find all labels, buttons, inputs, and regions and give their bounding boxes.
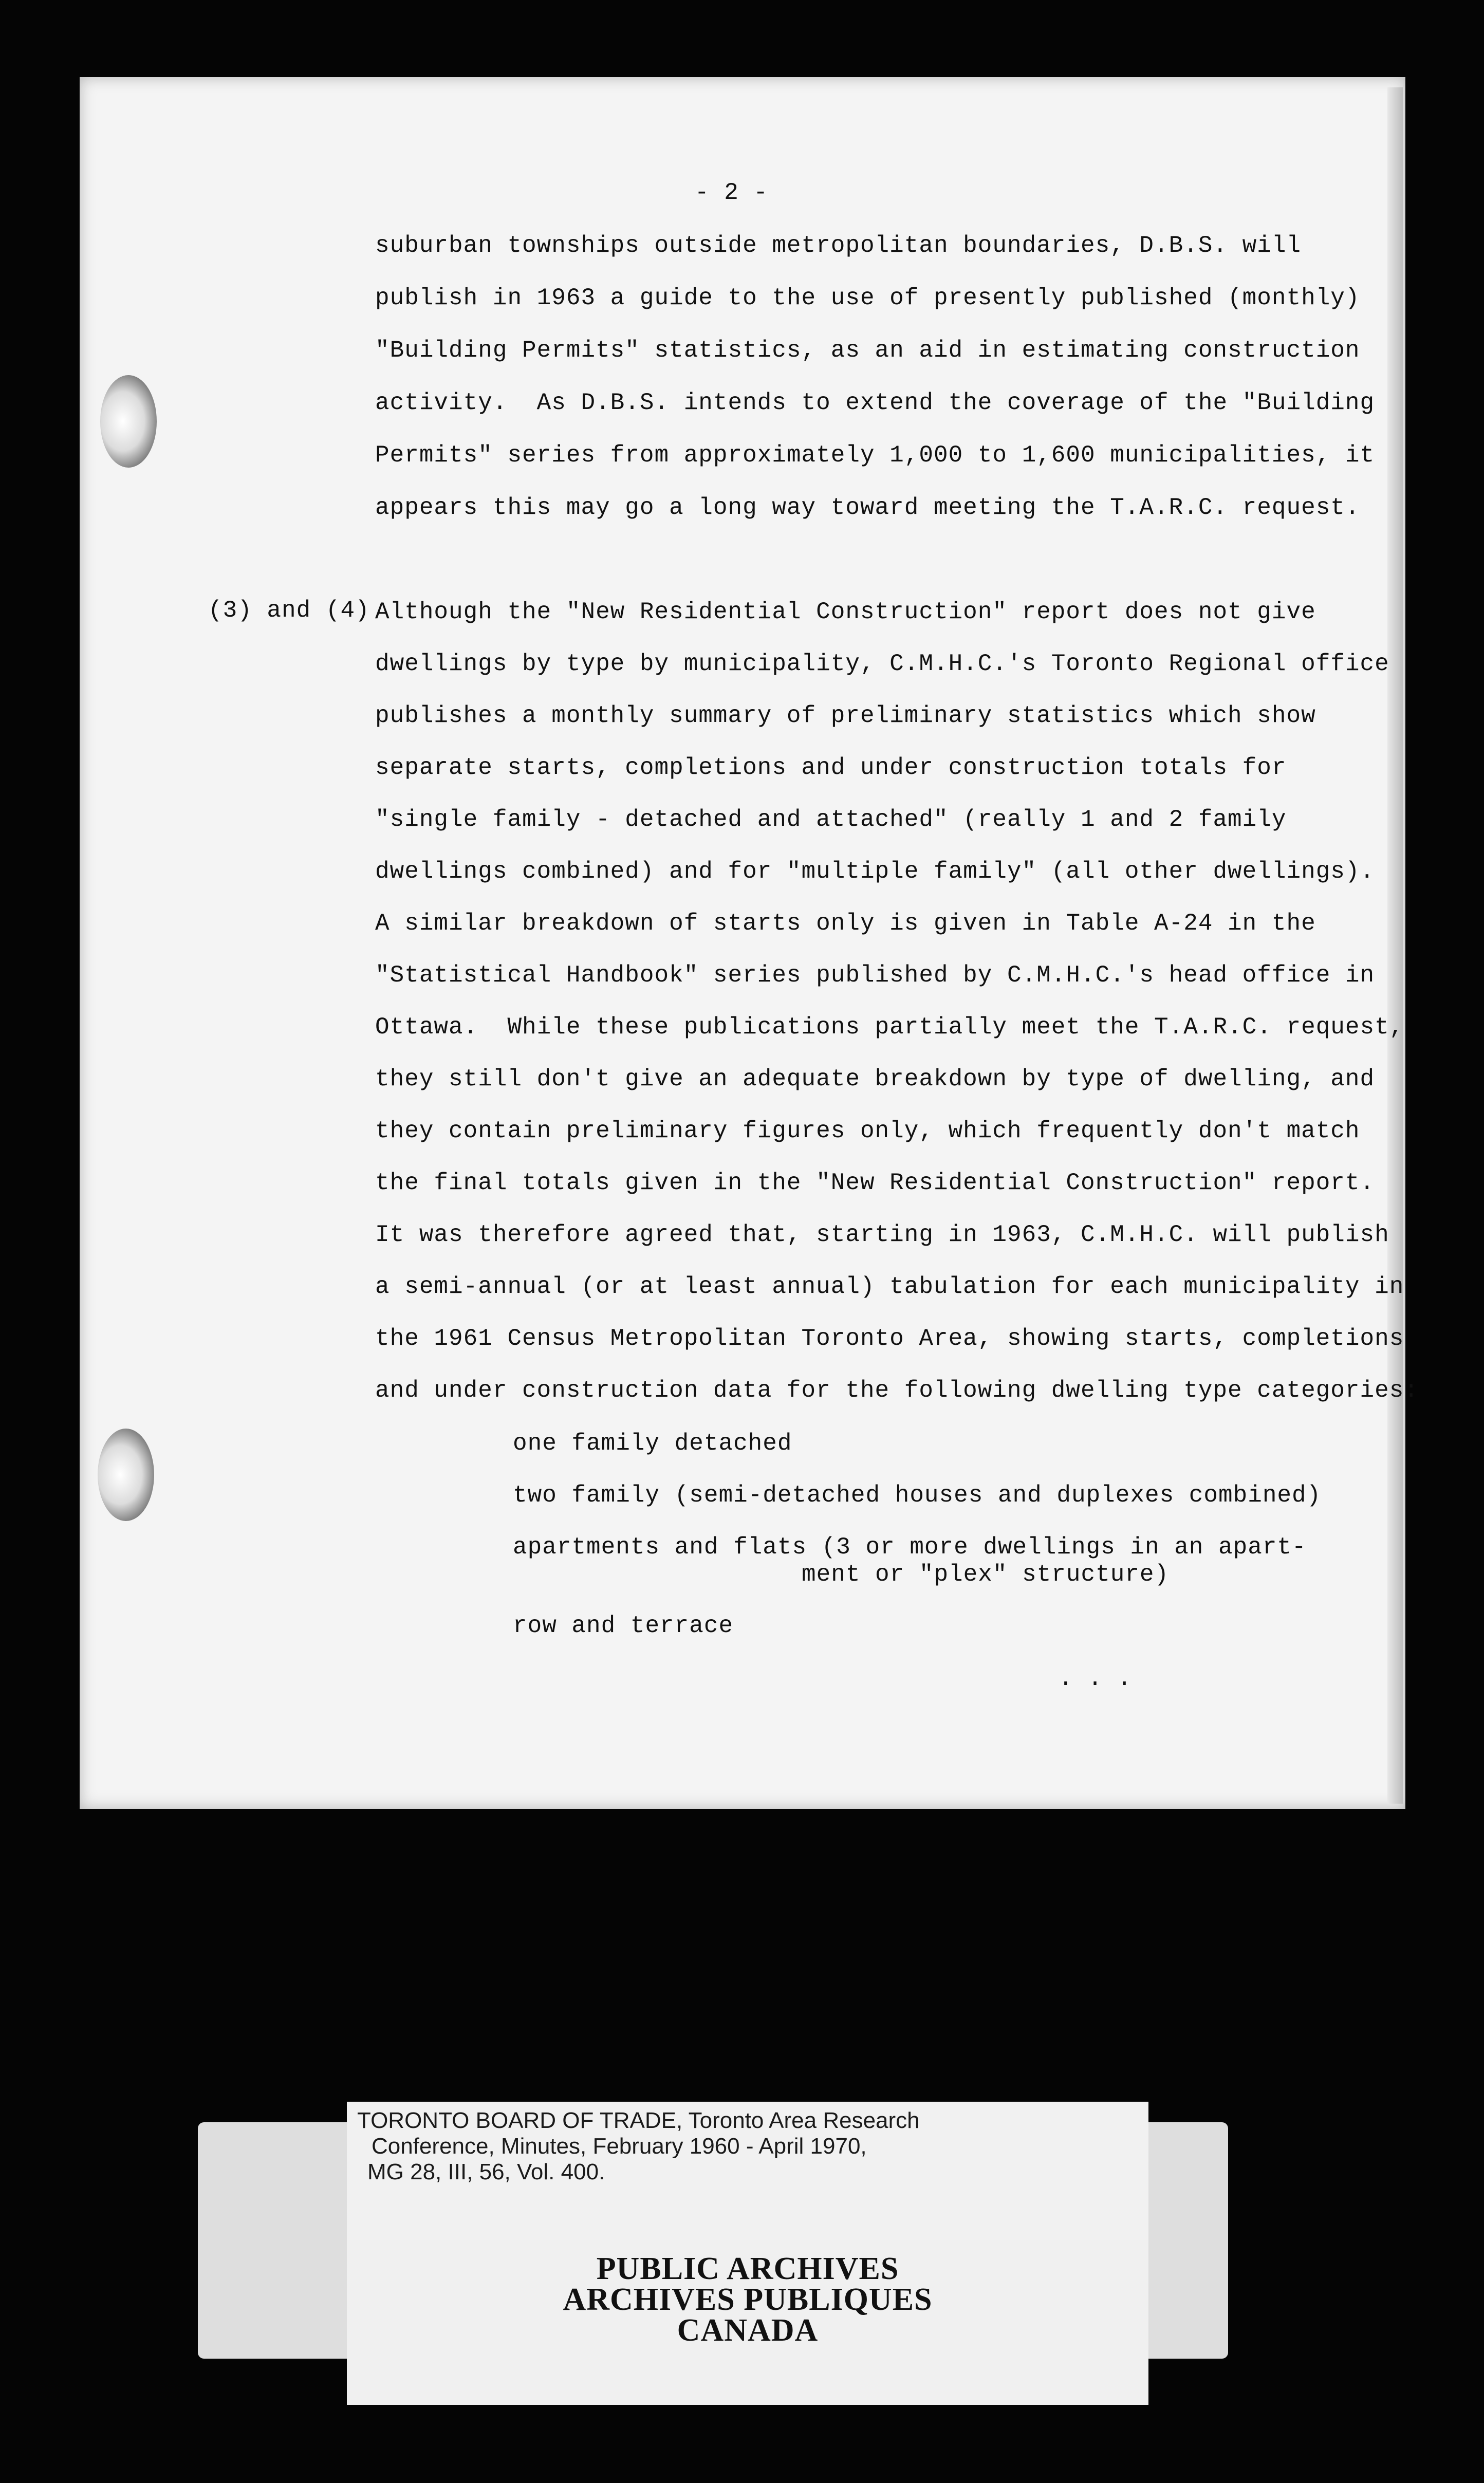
list-item: apartments and flats (3 or more dwellings in an apart- [513, 1534, 1307, 1561]
stamp-line: ARCHIVES PUBLIQUES [563, 2282, 933, 2317]
text-line: appears this may go a long way toward meeting the T.A.R.C. request. [375, 494, 1360, 521]
text-line: Although the "New Residential Construction" report does not give [375, 599, 1316, 625]
text-line: "Building Permits" statistics, as an aid in estimating construction [375, 337, 1360, 364]
continuation-marker: . . . [1059, 1665, 1133, 1692]
archive-reference-label [347, 2102, 1148, 2246]
punch-hole-bottom [98, 1429, 154, 1521]
text-line: publish in 1963 a guide to the use of presently published (monthly) [375, 285, 1360, 311]
archive-label-line: MG 28, III, 56, Vol. 400. [367, 2159, 605, 2184]
list-item: one family detached [513, 1430, 792, 1457]
item-label: (3) and (4) [208, 597, 370, 624]
text-line: "single family - detached and attached" (really 1 and 2 family [375, 806, 1287, 833]
text-line: they contain preliminary figures only, which frequently don't match [375, 1118, 1360, 1144]
text-line: Ottawa. While these publications partially meet the T.A.R.C. request, [375, 1014, 1404, 1041]
list-item: row and terrace [513, 1613, 734, 1639]
text-line: they still don't give an adequate breakdown by type of dwelling, and [375, 1066, 1375, 1092]
stamp-line: CANADA [677, 2313, 819, 2348]
punch-hole-top [100, 375, 157, 468]
stamp-line: PUBLIC ARCHIVES [596, 2251, 899, 2286]
list-item-continued: ment or "plex" structure) [802, 1561, 1170, 1588]
page-edge-shadow [1387, 87, 1403, 1804]
text-line: the 1961 Census Metropolitan Toronto Area, showing starts, completions [375, 1325, 1404, 1352]
text-line: Permits" series from approximately 1,000 to 1,600 municipalities, it [375, 442, 1375, 469]
text-line: dwellings combined) and for "multiple family" (all other dwellings). [375, 858, 1375, 885]
text-line: publishes a monthly summary of preliminary statistics which show [375, 702, 1316, 729]
text-line: separate starts, completions and under construction totals for [375, 754, 1287, 781]
text-line: "Statistical Handbook" series published by C.M.H.C.'s head office in [375, 962, 1375, 989]
archive-stamp [347, 2240, 1148, 2405]
text-line: activity. As D.B.S. intends to extend the coverage of the "Building [375, 390, 1375, 416]
text-line: the final totals given in the "New Residential Construction" report. [375, 1170, 1375, 1196]
archive-label-line: Conference, Minutes, February 1960 - April 1970, [372, 2134, 867, 2159]
text-line: A similar breakdown of starts only is given in Table A-24 in the [375, 910, 1316, 937]
text-line: It was therefore agreed that, starting in 1963, C.M.H.C. will publish [375, 1221, 1389, 1248]
text-line: and under construction data for the following dwelling type categories: [375, 1377, 1419, 1404]
text-line: a semi-annual (or at least annual) tabulation for each municipality in [375, 1273, 1404, 1300]
list-item: two family (semi-detached houses and duplexes combined) [513, 1482, 1322, 1509]
text-line: dwellings by type by municipality, C.M.H.C.'s Toronto Regional office [375, 651, 1389, 677]
archive-label-line: TORONTO BOARD OF TRADE, Toronto Area Research [357, 2108, 920, 2133]
page-number: - 2 - [695, 179, 769, 206]
text-line: suburban townships outside metropolitan boundaries, D.B.S. will [375, 232, 1302, 259]
